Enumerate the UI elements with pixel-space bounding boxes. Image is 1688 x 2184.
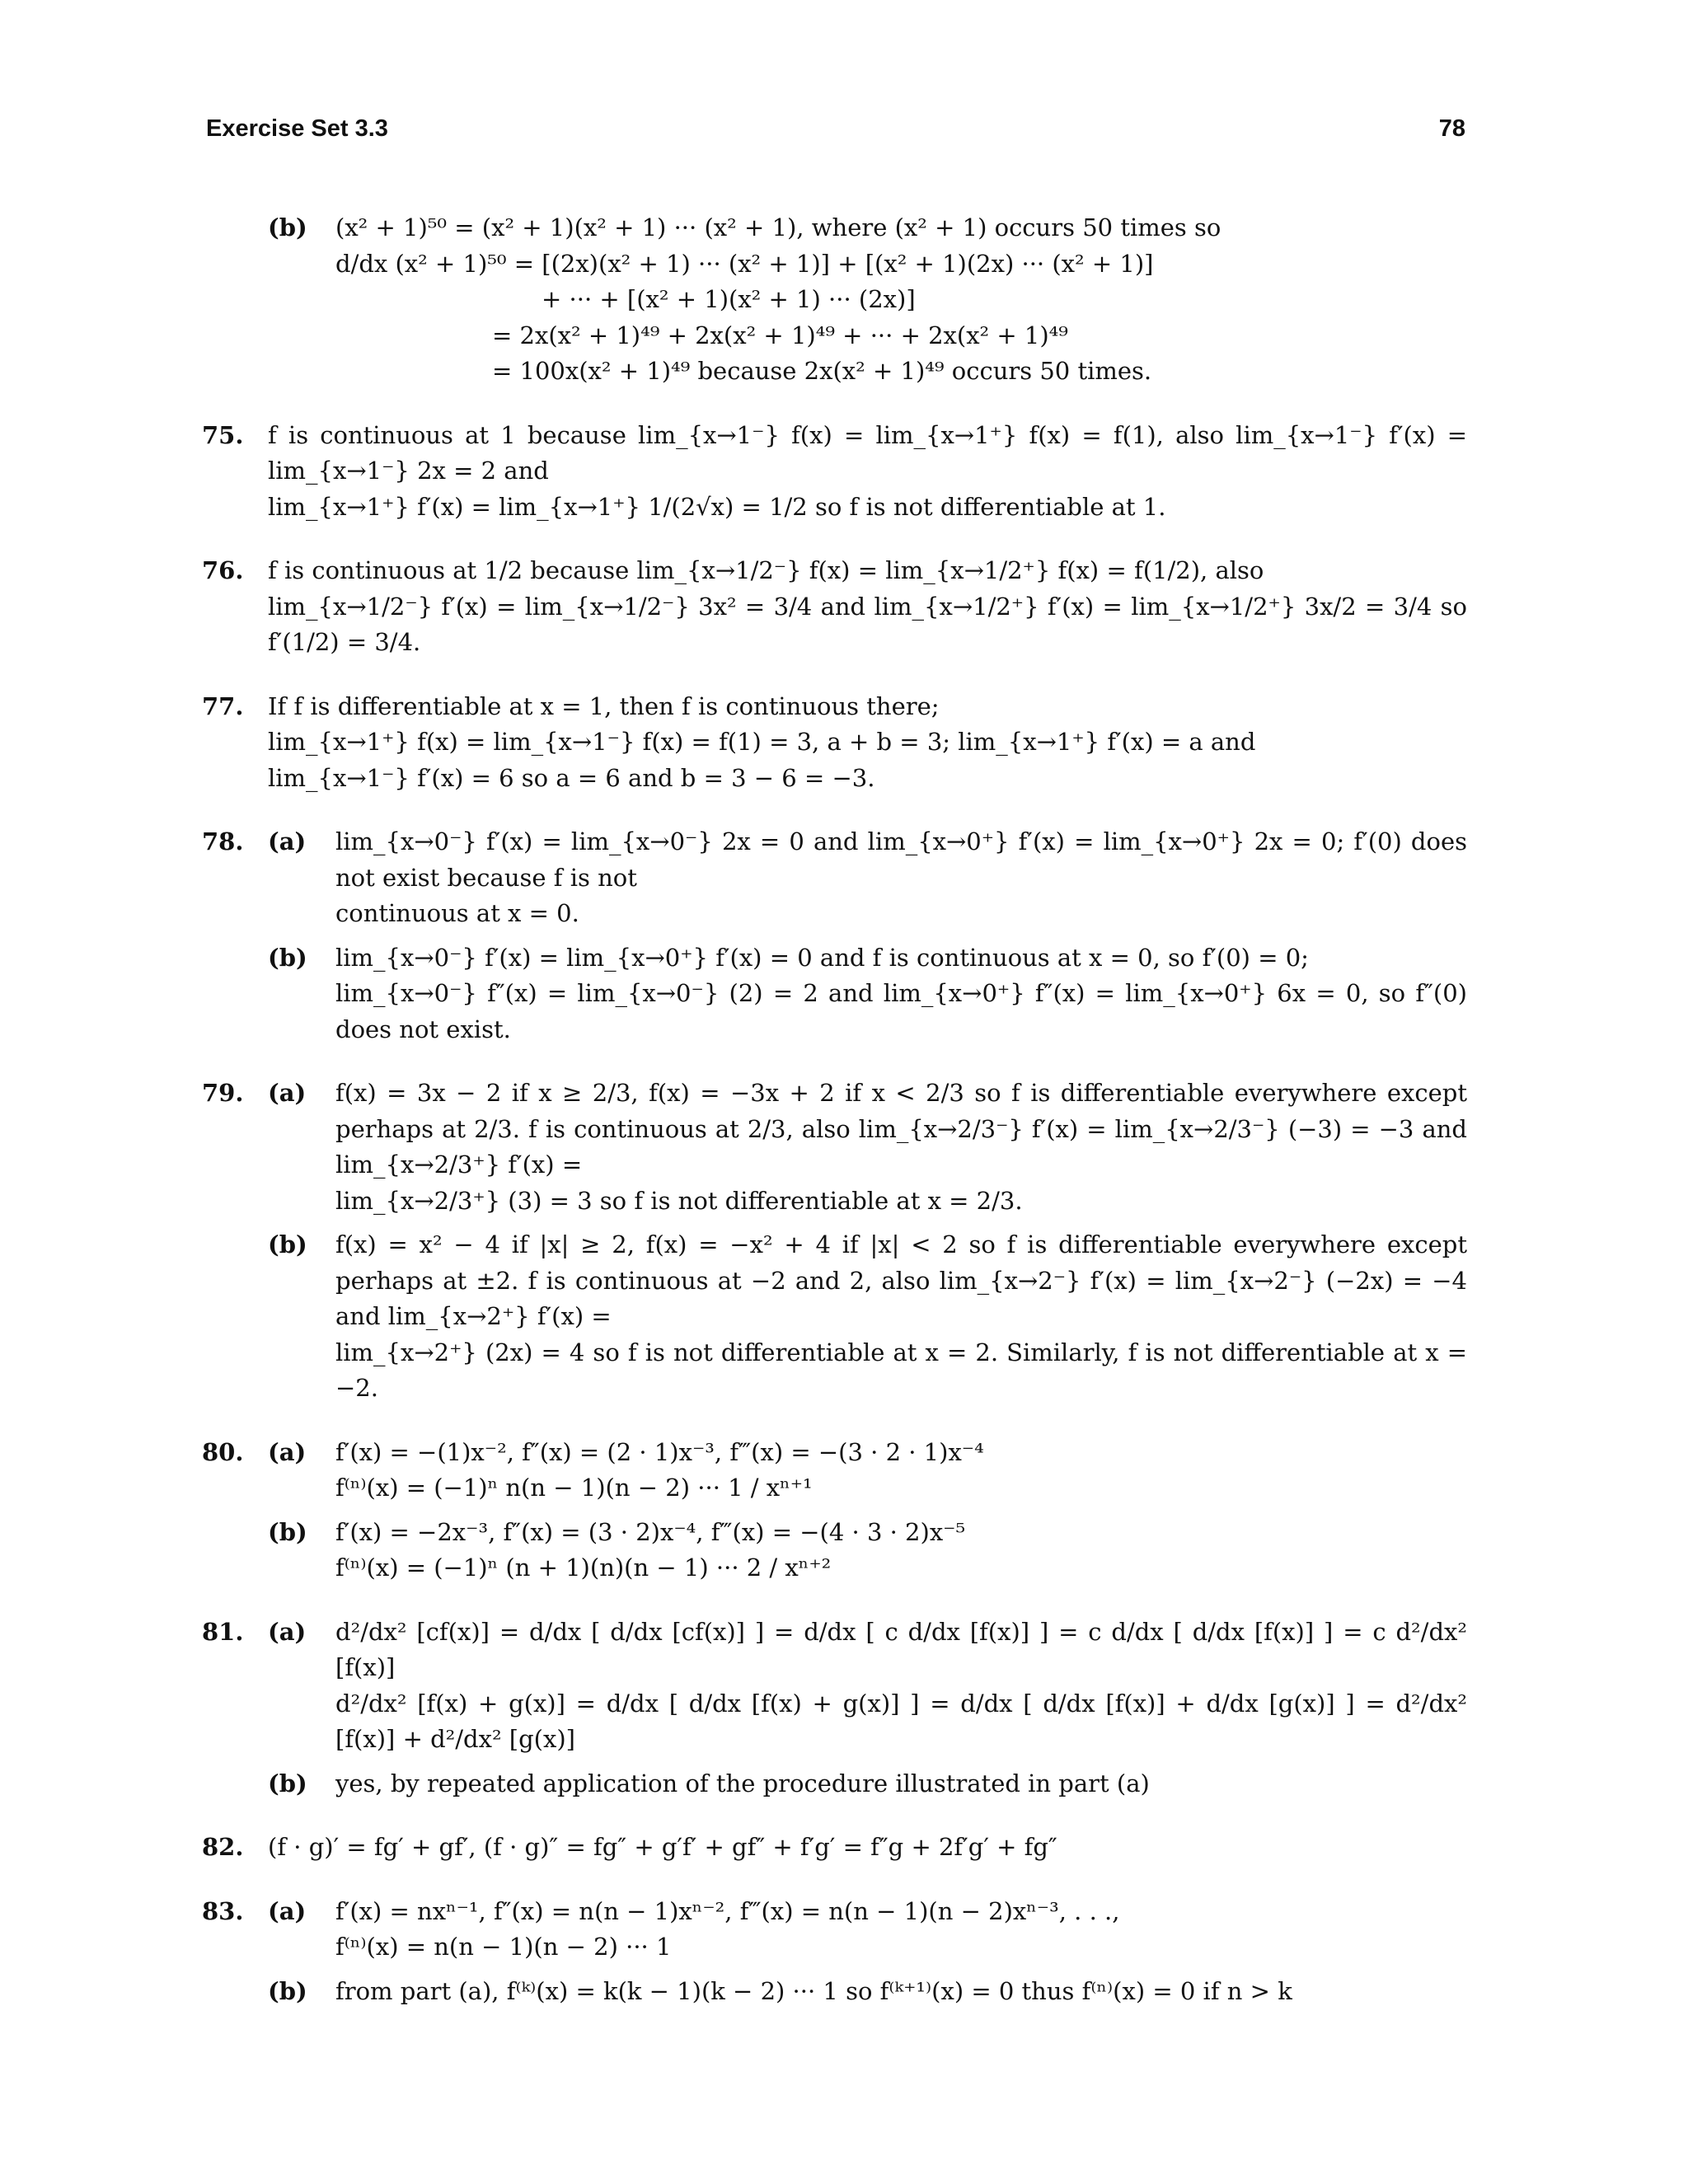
solution-line: d²/dx² [f(x) + g(x)] = d/dx [ d/dx [f(x) + g(x)] ] = d/dx [ d/dx [f(x)] + d/dx [g(x)] ] = d²/dx² [f(x)] + d²/dx² [g(x)] — [335, 1689, 1467, 1753]
solution-line: = 100x(x² + 1)⁴⁹ because 2x(x² + 1)⁴⁹ occurs 50 times. — [492, 357, 1152, 385]
solution-line: f⁽ⁿ⁾(x) = (−1)ⁿ n(n − 1)(n − 2) ··· 1 / xⁿ⁺¹ — [335, 1474, 813, 1502]
problem-number: 83. — [202, 1896, 244, 1925]
problem-number: 77. — [202, 691, 244, 720]
problem-part — [268, 1515, 1467, 1586]
part-label: (a) — [268, 1896, 307, 1925]
solution-line: f′(x) = −2x⁻³, f″(x) = (3 · 2)x⁻⁴, f‴(x) = −(4 · 3 · 2)x⁻⁵ — [335, 1517, 966, 1546]
problem-part — [268, 1974, 1467, 2010]
solution-line: lim_{x→1⁺} f(x) = lim_{x→1⁻} f(x) = f(1) = 3, a + b = 3; lim_{x→1⁺} f′(x) = a and — [268, 728, 1256, 756]
problem-part — [268, 1894, 1467, 1966]
problem-part — [268, 1076, 1467, 1219]
solution-line: = 2x(x² + 1)⁴⁹ + 2x(x² + 1)⁴⁹ + ··· + 2x(x² + 1)⁴⁹ — [492, 321, 1068, 349]
part-label: (b) — [268, 943, 307, 972]
solution-line: (x² + 1)⁵⁰ = (x² + 1)(x² + 1) ··· (x² + 1), where (x² + 1) occurs 50 times so — [335, 213, 1221, 241]
solution-line: lim_{x→0⁻} f″(x) = lim_{x→0⁻} (2) = 2 and lim_{x→0⁺} f″(x) = lim_{x→0⁺} 6x = 0, so f″(0) does not exist. — [335, 979, 1467, 1043]
solution-line: lim_{x→1⁻} f′(x) = 6 so a = 6 and b = 3 − 6 = −3. — [268, 763, 875, 792]
part-label: (a) — [268, 1437, 307, 1466]
problem-75 — [202, 418, 1467, 526]
problem-number: 75. — [202, 420, 244, 449]
problem-number: 79. — [202, 1079, 244, 1107]
part-label: (b) — [268, 1976, 307, 2005]
section-title: Exercise Set 3.3 — [206, 115, 388, 142]
problem-number: 80. — [202, 1437, 244, 1466]
solution-line: from part (a), f⁽ᵏ⁾(x) = k(k − 1)(k − 2) ··· 1 so f⁽ᵏ⁺¹⁾(x) = 0 thus f⁽ⁿ⁾(x) = 0 if n > k — [335, 1976, 1292, 2005]
solution-line: lim_{x→1/2⁻} f′(x) = lim_{x→1/2⁻} 3x² = 3/4 and lim_{x→1/2⁺} f′(x) = lim_{x→1/2⁺} 3x/2 = 3/4 so f′(1/2) = 3/4. — [268, 592, 1467, 656]
solution-line: f⁽ⁿ⁾(x) = (−1)ⁿ (n + 1)(n)(n − 1) ··· 2 / xⁿ⁺² — [335, 1554, 832, 1582]
solution-line: + ··· + [(x² + 1)(x² + 1) ··· (2x)] — [542, 285, 916, 313]
part-label: (b) — [268, 1230, 307, 1258]
problem-77 — [202, 689, 1467, 797]
problem-81 — [202, 1615, 1467, 1802]
problem-part — [268, 1227, 1467, 1407]
solution-line: f⁽ⁿ⁾(x) = n(n − 1)(n − 2) ··· 1 — [335, 1933, 672, 1961]
problem-82 — [202, 1830, 1467, 1866]
problem-83 — [202, 1894, 1467, 2010]
part-label: (a) — [268, 1617, 307, 1646]
solution-line: f(x) = 3x − 2 if x ≥ 2/3, f(x) = −3x + 2 if x < 2/3 so f is differentiable everywhere except perhaps at 2/3. f is continuous at 2/3, also lim_{x→2/3⁻} f′(x) = lim_{x→2/3⁻} (−3) = −3 and lim_{x→2/3⁺} f′(x) = — [335, 1079, 1467, 1179]
solution-line: lim_{x→2/3⁺} (3) = 3 so f is not differentiable at x = 2/3. — [335, 1186, 1023, 1215]
problem-number: 82. — [202, 1833, 244, 1861]
part-label: (b) — [268, 1517, 307, 1546]
problem-number: 78. — [202, 827, 244, 855]
solution-line: f′(x) = −(1)x⁻², f″(x) = (2 · 1)x⁻³, f‴(x) = −(3 · 2 · 1)x⁻⁴ — [335, 1437, 984, 1466]
problem-79 — [202, 1076, 1467, 1407]
problem-78 — [202, 824, 1467, 1047]
part-label: (b) — [268, 1769, 307, 1797]
problem-part — [268, 1766, 1467, 1802]
solution-line: lim_{x→0⁻} f′(x) = lim_{x→0⁺} f′(x) = 0 and f is continuous at x = 0, so f′(0) = 0; — [335, 943, 1309, 972]
solution-line: If f is differentiable at x = 1, then f is continuous there; — [268, 691, 940, 720]
solution-line: lim_{x→2⁺} (2x) = 4 so f is not differentiable at x = 2. Similarly, f is not differentiable at x = −2. — [335, 1338, 1467, 1402]
problem-part — [268, 1435, 1467, 1507]
problem-76 — [202, 553, 1467, 661]
problem-number: 76. — [202, 556, 244, 584]
problem-74-continuation — [202, 210, 1467, 390]
problem-80 — [202, 1435, 1467, 1586]
solution-line: f is continuous at 1 because lim_{x→1⁻} f(x) = lim_{x→1⁺} f(x) = f(1), also lim_{x→1⁻} f′(x) = lim_{x→1⁻} 2x = 2 and — [268, 420, 1467, 485]
problem-part — [268, 940, 1467, 1048]
part-label: (b) — [268, 213, 307, 241]
solution-line: d²/dx² [cf(x)] = d/dx [ d/dx [cf(x)] ] = d/dx [ c d/dx [f(x)] ] = c d/dx [ d/dx [f(x)] ] = c d²/dx² [f(x)] — [335, 1617, 1467, 1681]
solution-line: yes, by repeated application of the procedure illustrated in part (a) — [335, 1769, 1150, 1797]
problem-number: 81. — [202, 1617, 244, 1646]
solution-line: continuous at x = 0. — [335, 899, 579, 927]
solution-line: f is continuous at 1/2 because lim_{x→1/2⁻} f(x) = lim_{x→1/2⁺} f(x) = f(1/2), also — [268, 556, 1264, 584]
solution-line: f(x) = x² − 4 if |x| ≥ 2, f(x) = −x² + 4 if |x| < 2 so f is differentiable everywhere except perhaps at ±2. f is continuous at −2 and 2, also lim_{x→2⁻} f′(x) = lim_{x→2⁻} (−2x) = −4 and lim_{x→2⁺} f′(x) = — [335, 1230, 1467, 1330]
solution-line: lim_{x→1⁺} f′(x) = lim_{x→1⁺} 1/(2√x) = 1/2 so f is not differentiable at 1. — [268, 492, 1166, 521]
page-number: 78 — [1438, 115, 1465, 142]
problem-part — [268, 1615, 1467, 1758]
solution-line: (f · g)′ = fg′ + gf′, (f · g)″ = fg″ + g′f′ + gf″ + f′g′ = f″g + 2f′g′ + fg″ — [268, 1833, 1057, 1861]
solutions-content — [202, 210, 1467, 2037]
solution-line: f′(x) = nxⁿ⁻¹, f″(x) = n(n − 1)xⁿ⁻², f‴(x) = n(n − 1)(n − 2)xⁿ⁻³, . . ., — [335, 1896, 1120, 1925]
part-label: (a) — [268, 1079, 307, 1107]
problem-part — [268, 210, 1467, 390]
part-label: (a) — [268, 827, 307, 855]
solution-line: d/dx (x² + 1)⁵⁰ = [(2x)(x² + 1) ··· (x² + 1)] + [(x² + 1)(2x) ··· (x² + 1)] — [335, 249, 1154, 278]
problem-part — [268, 824, 1467, 932]
solution-line: lim_{x→0⁻} f′(x) = lim_{x→0⁻} 2x = 0 and lim_{x→0⁺} f′(x) = lim_{x→0⁺} 2x = 0; f′(0) does not exist because f is not — [335, 827, 1467, 892]
